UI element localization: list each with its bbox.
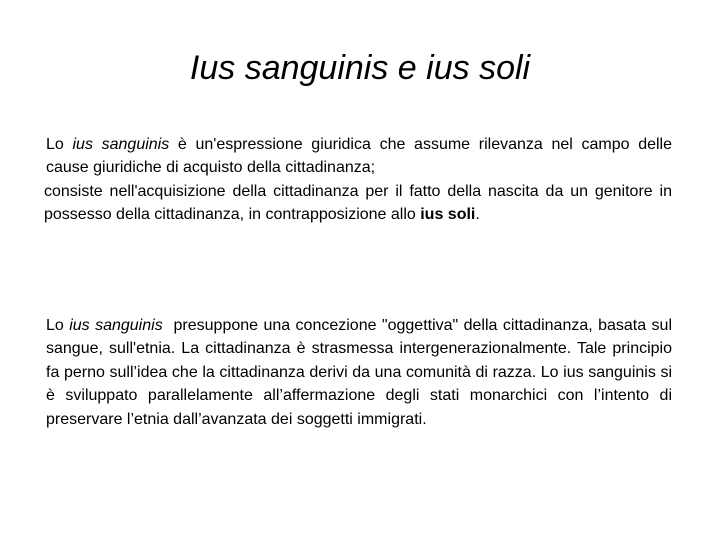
term-ius-sanguinis-2: ius sanguinis: [69, 317, 163, 334]
paragraph-description: [44, 314, 677, 431]
period: .: [475, 206, 480, 224]
slide-title: Ius sanguinis e ius soli: [189, 49, 531, 87]
paragraph-definition: [44, 133, 672, 227]
definition-line-1: [44, 133, 672, 180]
description-body: presuppone una concezione "oggettiva" della cittadinanza, basata sul sangue, sull'etnia. La cittadinanza è strasmessa intergenerazionalmente. Tale principio fa perno sull’idea che la cittadinanza derivi da una comunità di razza. Lo ius sanguinis si è sviluppato parallelamente all’affermazione degli stati monarchici con l’intento di preservare l’etnia dall’avanzata dei soggetti immigrati.: [46, 317, 677, 428]
explanation-text: consiste nell'acquisizione della cittadinanza per il fatto della nascita da un genitore in possesso della cittadinanza, in contrapposizione allo: [44, 182, 672, 224]
term-ius-sanguinis: ius sanguinis: [72, 136, 170, 153]
definition-text: è un'espressione giuridica che assume rilevanza nel campo delle cause giuridiche di acquisto della cittadinanza;: [46, 136, 673, 177]
text-lo: Lo: [46, 136, 73, 153]
term-ius-soli: ius soli: [420, 206, 476, 224]
text-lo-2: Lo: [46, 317, 70, 334]
description-text: [44, 314, 677, 431]
definition-line-2: [44, 180, 672, 227]
